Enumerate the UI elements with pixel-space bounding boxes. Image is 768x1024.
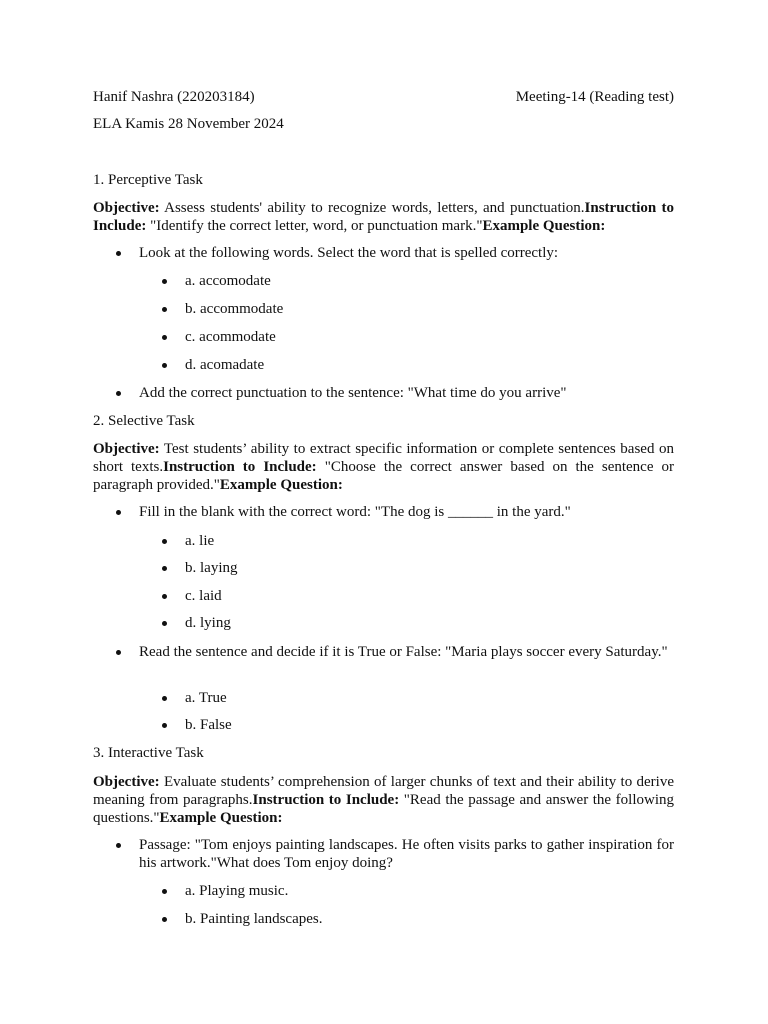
- objective-text: Test students’ ability to extract specific information or complete sentences based on short texts.: [93, 441, 674, 475]
- answer-option: [162, 532, 674, 550]
- option-text: d. lying: [185, 615, 231, 631]
- question-text: Fill in the blank with the correct word: "The dog is ______ in the yard.": [139, 504, 571, 520]
- question-text: Read the sentence and decide if it is True or False: "Maria plays soccer every Saturday.": [139, 644, 668, 660]
- meeting-label: Meeting-14 (Reading test): [515, 89, 674, 105]
- bullet-icon: [116, 843, 121, 848]
- bullet-icon: [162, 335, 167, 340]
- option-text: b. Painting landscapes.: [185, 911, 323, 927]
- option-text: a. True: [185, 690, 227, 706]
- bullet-icon: [162, 621, 167, 626]
- instruction-label: Instruction to Include:: [252, 792, 400, 808]
- answer-option: [162, 716, 674, 734]
- bullet-icon: [162, 363, 167, 368]
- section-objective: [93, 440, 674, 494]
- header-row: [93, 88, 674, 106]
- section-heading: 1. Perceptive Task: [93, 172, 203, 188]
- question-item: [116, 643, 674, 661]
- instruction-text: "Identify the correct letter, word, or punctuation mark.": [146, 218, 483, 234]
- bullet-icon: [116, 251, 121, 256]
- option-text: a. accomodate: [185, 273, 271, 289]
- option-text: b. accommodate: [185, 301, 284, 317]
- example-label: Example Question:: [159, 810, 283, 826]
- question-item: [116, 836, 674, 872]
- bullet-icon: [162, 539, 167, 544]
- question-item: [116, 384, 674, 402]
- objective-label: Objective:: [93, 441, 160, 457]
- answer-option: [162, 614, 674, 632]
- example-label: Example Question:: [219, 477, 343, 493]
- answer-option: [162, 689, 674, 707]
- bullet-icon: [116, 510, 121, 515]
- section-heading: 2. Selective Task: [93, 413, 195, 429]
- bullet-icon: [116, 391, 121, 396]
- option-text: b. False: [185, 717, 232, 733]
- section-heading: 3. Interactive Task: [93, 745, 204, 761]
- objective-label: Objective:: [93, 774, 160, 790]
- instruction-text: "Read the passage and answer the following questions.": [93, 792, 675, 826]
- instruction-label: Instruction to Include:: [163, 459, 317, 475]
- option-text: a. lie: [185, 533, 215, 549]
- bullet-icon: [162, 696, 167, 701]
- answer-option: [162, 356, 674, 374]
- example-label: Example Question:: [482, 218, 606, 234]
- option-text: c. laid: [185, 588, 222, 604]
- answer-option: [162, 882, 674, 900]
- objective-label: Objective:: [93, 200, 160, 216]
- answer-option: [162, 910, 674, 928]
- option-text: c. acommodate: [185, 329, 276, 345]
- question-text: Passage: "Tom enjoys painting landscapes. He often visits parks to gather inspiration for his artwork."What does Tom enjoy doing?: [139, 837, 674, 871]
- bullet-icon: [162, 917, 167, 922]
- bullet-icon: [162, 307, 167, 312]
- answer-option: [162, 559, 674, 577]
- bullet-icon: [162, 279, 167, 284]
- bullet-icon: [162, 566, 167, 571]
- section-objective: [93, 199, 674, 235]
- question-item: [116, 503, 674, 521]
- instruction-label: Instruction to Include:: [93, 200, 674, 234]
- option-text: a. Playing music.: [185, 883, 289, 899]
- option-text: b. laying: [185, 560, 238, 576]
- class-date-line: ELA Kamis 28 November 2024: [93, 116, 284, 132]
- bullet-icon: [116, 650, 121, 655]
- answer-option: [162, 300, 674, 318]
- bullet-icon: [162, 723, 167, 728]
- question-text: Add the correct punctuation to the sentence: "What time do you arrive": [139, 385, 567, 401]
- objective-text: Evaluate students’ comprehension of larger chunks of text and their ability to derive meaning from paragraphs.: [93, 774, 674, 808]
- answer-option: [162, 272, 674, 290]
- section-objective: [93, 773, 674, 827]
- instruction-text: "Choose the correct answer based on the sentence or paragraph provided.": [93, 459, 675, 493]
- answer-option: [162, 328, 674, 346]
- question-text: Look at the following words. Select the word that is spelled correctly:: [139, 245, 559, 261]
- answer-option: [162, 587, 674, 605]
- bullet-icon: [162, 594, 167, 599]
- option-text: d. acomadate: [185, 357, 265, 373]
- author-line: Hanif Nashra (220203184): [93, 89, 255, 105]
- objective-text: Assess students' ability to recognize words, letters, and punctuation.: [159, 200, 585, 216]
- bullet-icon: [162, 889, 167, 894]
- question-item: [116, 244, 674, 262]
